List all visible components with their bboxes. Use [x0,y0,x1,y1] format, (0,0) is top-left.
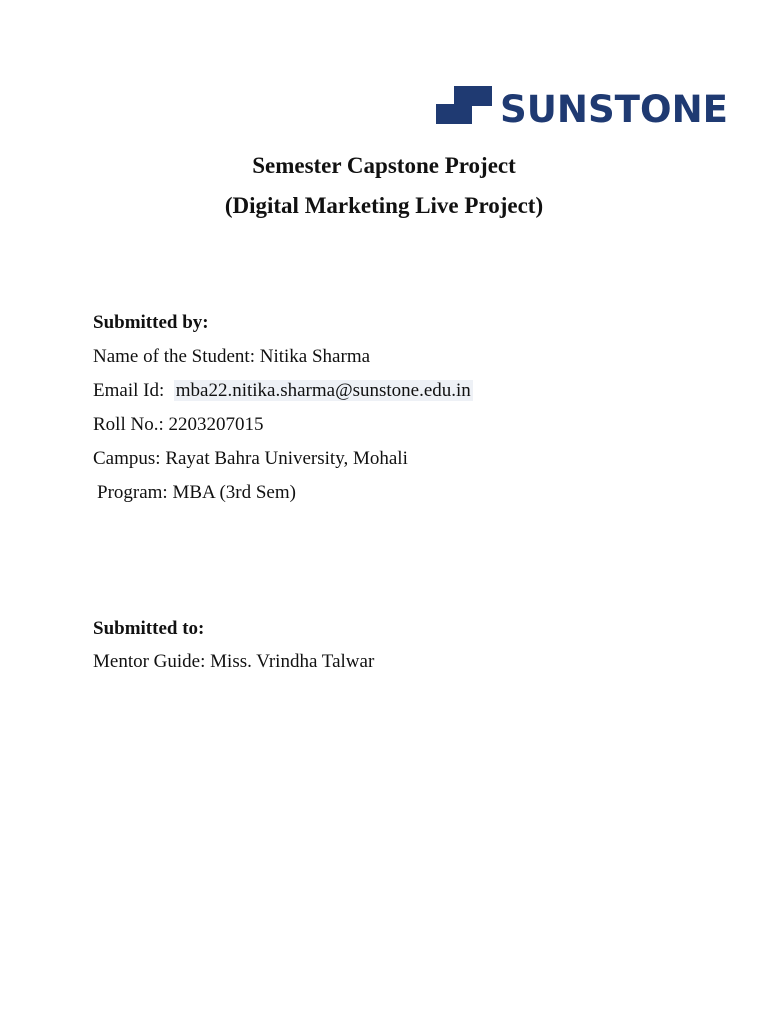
sunstone-logo-mark [436,86,732,126]
student-name-row [93,345,370,369]
document-title-line-1: Semester Capstone Project [252,153,516,178]
program-value: MBA (3rd Sem) [172,482,296,503]
roll-number-row [93,413,263,437]
program-row [97,481,296,505]
student-name-value: Nitika Sharma [259,346,371,367]
email-link[interactable]: mba22.nitika.sharma@sunstone.edu.in [175,380,471,401]
email-label: Email Id: [93,380,165,401]
submitted-by-heading: Submitted by: [93,312,209,333]
email-row [93,379,473,403]
mentor-label: Mentor Guide: [93,651,206,672]
campus-value: Rayat Bahra University, Mohali [165,448,408,469]
roll-number-value: 2203207015 [168,414,264,435]
campus-row [93,447,408,471]
roll-number-label: Roll No.: [93,414,164,435]
mentor-value: Miss. Vrindha Talwar [210,651,375,672]
student-name-label: Name of the Student: [93,346,255,367]
mentor-row [93,650,374,674]
submitted-to-heading: Submitted to: [93,618,205,639]
document-title-line-2: (Digital Marketing Live Project) [224,193,544,218]
sunstone-logo [436,86,732,126]
program-label: Program: [97,482,168,503]
logo-wordmark: SUNSTONE [500,88,728,126]
campus-label: Campus: [93,448,161,469]
